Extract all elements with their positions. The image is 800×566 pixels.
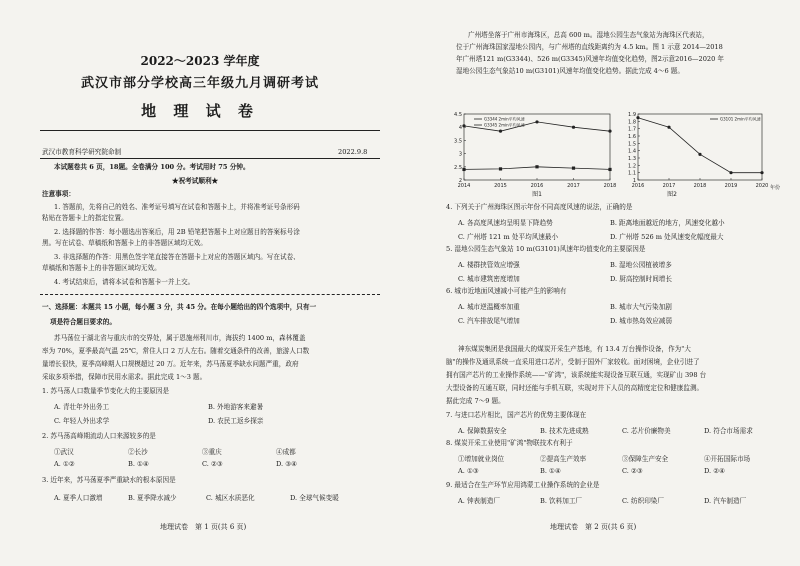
data-point: [608, 168, 611, 171]
option-c[interactable]: C. 芯片价廉物美: [622, 427, 671, 435]
page-footer: 地理试卷 第 1 页(共 6 页): [160, 523, 247, 531]
notice-line: 2. 选择题的作答：每小题选出答案后，用 2B 铅笔把答题卡上对应题目的答案标号涂: [54, 228, 300, 236]
passage-line: 采取多项举措，保障市民用水需求。据此完成 1～3 题。: [42, 373, 207, 381]
notice-line: 粘贴在答题卡上的指定位置。: [42, 214, 128, 222]
y-tick-label: 1.1: [628, 170, 636, 177]
data-point: [608, 130, 611, 133]
exam-date: 2022.9.8: [338, 148, 368, 156]
x-tick-label: 2018: [693, 183, 707, 189]
option-c[interactable]: C. 年轻人外出求学: [54, 417, 110, 425]
option-d[interactable]: D. 符合市场需求: [704, 427, 753, 435]
x-tick-label: 2020: [755, 183, 769, 189]
legend-label: G3101 2min平均风速: [720, 116, 761, 122]
item-2: ②长沙: [128, 448, 148, 456]
header-divider-2: [40, 158, 380, 159]
passage-line: 苏马荡位于湖北省与重庆市的交界处，属于恩施州利川市，海拔约 1400 m，森林覆盖: [54, 334, 306, 342]
passage-line: 大型设备的互通互联，同时还能与手机互联，实现对井下人员的高精度定位和健康监测。: [446, 384, 704, 392]
option-b[interactable]: B. 饮料加工厂: [540, 497, 583, 505]
option-a[interactable]: A. 城市逆温概率加重: [458, 303, 520, 311]
question-6: 6. 城市近地面风速减小可能产生的影响有: [446, 287, 567, 295]
exam-subject-title: 地 理 试 卷: [141, 102, 259, 120]
item-3: ③重庆: [202, 448, 222, 456]
y-tick-label: 3: [458, 151, 462, 158]
data-point: [535, 165, 538, 168]
legend-label: G3344 2min平均风速: [484, 116, 525, 122]
legend-label: G3345 2min平均风速: [484, 122, 525, 128]
option-c[interactable]: C. 汽车排放尾气增加: [458, 317, 520, 325]
x-tick-label: 2017: [567, 183, 580, 189]
y-tick-label: 4.5: [454, 112, 462, 118]
option-a[interactable]: A. 钟表制造厂: [458, 497, 500, 505]
x-tick-label: 2019: [724, 183, 738, 189]
item-1: ①增加就业岗位: [458, 455, 505, 463]
option-a[interactable]: A. ①③: [458, 467, 479, 475]
option-d[interactable]: D. 汽车制造厂: [704, 497, 747, 505]
y-tick-label: 2.5: [454, 164, 462, 171]
y-tick-label: 1.5: [628, 141, 636, 148]
figure-2-label: 图2: [667, 191, 677, 198]
item-2: ②提高生产效率: [540, 455, 587, 463]
option-d[interactable]: D. 厨高控制时间增长: [610, 275, 672, 283]
x-tick-label: 2015: [494, 183, 507, 189]
option-a[interactable]: A. 保障数据安全: [458, 427, 507, 435]
option-b[interactable]: B. 距离地面越近的地方，风速变化越小: [610, 219, 725, 227]
data-point: [760, 171, 763, 174]
data-point: [499, 130, 502, 133]
passage-line: 广州塔坐落于广州市海珠区，总高 600 m。湿地公园生态气象站为海珠区代表站，: [468, 31, 709, 39]
figure-2-chart: [622, 110, 790, 198]
item-1: ①武汉: [54, 448, 74, 456]
notice-line: 草稿纸和答题卡上的非答题区域均无效。: [42, 264, 161, 272]
passage-line: 率为 70%，夏季最高气温 25℃，常住人口 2 万人左右。随着交通条件的改善，旅游人口数: [42, 347, 310, 355]
header-divider: [40, 130, 380, 131]
option-b[interactable]: B. 湿地公园植被增多: [610, 261, 672, 269]
option-a[interactable]: A. 各高度风速均呈明显下降趋势: [458, 219, 553, 227]
x-tick-label: 2017: [662, 183, 676, 189]
figure-1-label: 图1: [532, 191, 542, 198]
option-c[interactable]: C. 纺织印染厂: [622, 497, 664, 505]
option-b[interactable]: B. 城市大气污染加剧: [610, 303, 672, 311]
notice-title: 注意事项：: [42, 190, 75, 198]
y-tick-label: 1.7: [628, 126, 636, 133]
passage-line: 据此完成 7～9 题。: [446, 397, 505, 405]
question-8: 8. 煤炭开采工业使用"矿鸿"物联技术有利于: [446, 439, 573, 447]
option-d[interactable]: D. 广州塔 526 m 处风速变化幅度最大: [610, 233, 724, 241]
notice-line: 3. 非选择题的作答：用黑色签字笔直接答在答题卡上对应的答题区域内。写在试卷、: [54, 253, 300, 261]
passage-line: 拥有国产芯片的工业操作系统——"矿鸿"，该系统能实现设备互联互通，实现矿山 398 台: [446, 371, 707, 379]
option-d[interactable]: D. 全球气候变暖: [290, 494, 339, 502]
option-c[interactable]: C. ②③: [202, 460, 223, 468]
y-tick-label: 1: [632, 178, 636, 184]
option-d[interactable]: D. ③④: [276, 460, 298, 468]
option-b[interactable]: B. ①④: [128, 460, 149, 468]
x-tick-label: 2016: [631, 183, 645, 189]
plot-frame: [638, 114, 762, 180]
question-5: 5. 湿地公园生态气象站 10 m(G3101)风速年均值变化的主要原因是: [446, 245, 646, 253]
x-axis-unit-label: 年份: [770, 185, 781, 191]
passage-line: 位于广州海珠国家湿地公园内，与广州塔的直线距离约为 4.5 km。图 1 示意 2014—2018: [456, 43, 723, 51]
org-label: 武汉市教育科学研究院命制: [42, 148, 122, 156]
section1-heading: 一、选择题：本题共 15 小题，每小题 3 分，共 45 分。在每小题给出的四个选项中，只有一: [42, 303, 317, 311]
item-4: ④成都: [276, 448, 296, 456]
page-footer: 地理试卷 第 2 页(共 6 页): [550, 523, 637, 531]
exam-year-title: 2022～2023 学年度: [140, 54, 260, 68]
option-d[interactable]: D. 农民工返乡探亲: [208, 417, 264, 425]
x-tick-label: 2018: [603, 183, 617, 189]
question-9: 9. 最适合在生产环节应用鸿蒙工业操作系统的企业是: [446, 481, 600, 489]
section1-heading-cont: 项是符合题目要求的。: [50, 318, 116, 326]
option-a[interactable]: A. 夏季人口激增: [54, 494, 103, 502]
data-point: [462, 124, 465, 127]
passage-line: 年广州塔121 m(G3344)、526 m(G3345)风速年均值变化趋势，图2示意2016—2020 年: [456, 55, 724, 63]
data-point: [636, 116, 639, 119]
data-point: [535, 120, 538, 123]
passage-line: 神东煤炭集团是我国最大的煤炭开采生产基地，有 13.4 万台操作设备，作为"大: [458, 345, 691, 353]
option-b[interactable]: B. 夏季降水减少: [128, 494, 177, 502]
section-divider: [40, 294, 380, 295]
exam-info: 本试题卷共 6 页，18题。全卷满分 100 分。考试用时 75 分钟。: [54, 163, 250, 171]
data-point: [667, 126, 670, 129]
exam-name-title: 武汉市部分学校高三年级九月调研考试: [80, 76, 319, 91]
data-point: [698, 153, 701, 156]
option-a[interactable]: A. 青壮年外出务工: [54, 403, 110, 411]
question-7: 7. 与进口芯片相比，国产芯片的优势主要体现在: [446, 411, 587, 419]
good-luck: ★祝考试顺利★: [172, 177, 219, 185]
passage-line: 脑"的操作及通讯系统一直采用进口芯片，受制于国外厂家较收。面对困境，企业引进了: [446, 358, 700, 366]
notice-line: 4. 考试结束后，请将本试卷和答题卡一并上交。: [54, 278, 195, 286]
y-tick-label: 1.4: [628, 148, 636, 155]
item-4: ④开拓国际市场: [704, 455, 751, 463]
y-tick-label: 4: [458, 125, 462, 132]
option-c[interactable]: C. 城市建筑密度增加: [458, 275, 520, 283]
data-point: [572, 167, 575, 170]
y-tick-label: 1.6: [628, 134, 636, 140]
x-tick-label: 2014: [457, 183, 471, 189]
option-c[interactable]: C. 广州塔 121 m 处平均风速最小: [458, 233, 559, 241]
option-a[interactable]: A. ①②: [54, 460, 75, 468]
y-tick-label: 2: [458, 178, 462, 184]
x-tick-label: 2016: [530, 183, 544, 189]
data-point: [572, 126, 575, 129]
y-tick-label: 1.2: [628, 163, 636, 170]
y-tick-label: 1.3: [628, 156, 636, 162]
passage-line: 湿地公园生态气象站10 m(G3101)风速年均值变化趋势。据此完成 4～6 题。: [456, 67, 684, 75]
data-point: [729, 171, 732, 174]
y-tick-label: 1.8: [628, 119, 636, 126]
question-3: 3. 近年来，苏马荡夏季严重缺水的根本原因是: [42, 476, 176, 484]
question-2: 2. 苏马荡高峰期流动人口来源较多的是: [42, 432, 156, 440]
y-tick-label: 3.5: [454, 138, 462, 145]
exam-page-2: [400, 0, 800, 566]
data-point: [462, 168, 465, 171]
data-point: [499, 167, 502, 170]
option-d[interactable]: D. 城市热岛效应减弱: [610, 317, 672, 325]
question-4: 4. 下列关于广州海珠区图示年份不同高度风速的说法，正确的是: [446, 203, 633, 211]
option-c[interactable]: C. 城区水质恶化: [206, 494, 255, 502]
notice-line: 黑。写在试卷、草稿纸和答题卡上的非答题区域均无效。: [42, 239, 207, 247]
option-d[interactable]: D. ②④: [704, 467, 726, 475]
item-3: ③保障生产安全: [622, 455, 669, 463]
passage-line: 量增长很快，夏季高峰期人口规模超过 20 万。近年来，苏马荡夏季缺水问题严重，政府: [42, 360, 299, 368]
option-a[interactable]: A. 楼群挟管效应增强: [458, 261, 520, 269]
series-line: [638, 118, 762, 173]
option-c[interactable]: C. ②③: [622, 467, 643, 475]
y-tick-label: 1.9: [628, 112, 636, 118]
notice-line: 1. 答题前，先将自己的姓名、准考证号填写在试卷和答题卡上，并将准考证号条形码: [54, 203, 300, 211]
option-b[interactable]: B. 外地游客来避暑: [208, 403, 264, 411]
figure-1-chart: [450, 110, 620, 198]
option-b[interactable]: B. 技术先进成熟: [540, 427, 589, 435]
question-1: 1. 苏马荡人口数量季节变化大的主要原因是: [42, 387, 170, 395]
option-b[interactable]: B. ①④: [540, 467, 561, 475]
